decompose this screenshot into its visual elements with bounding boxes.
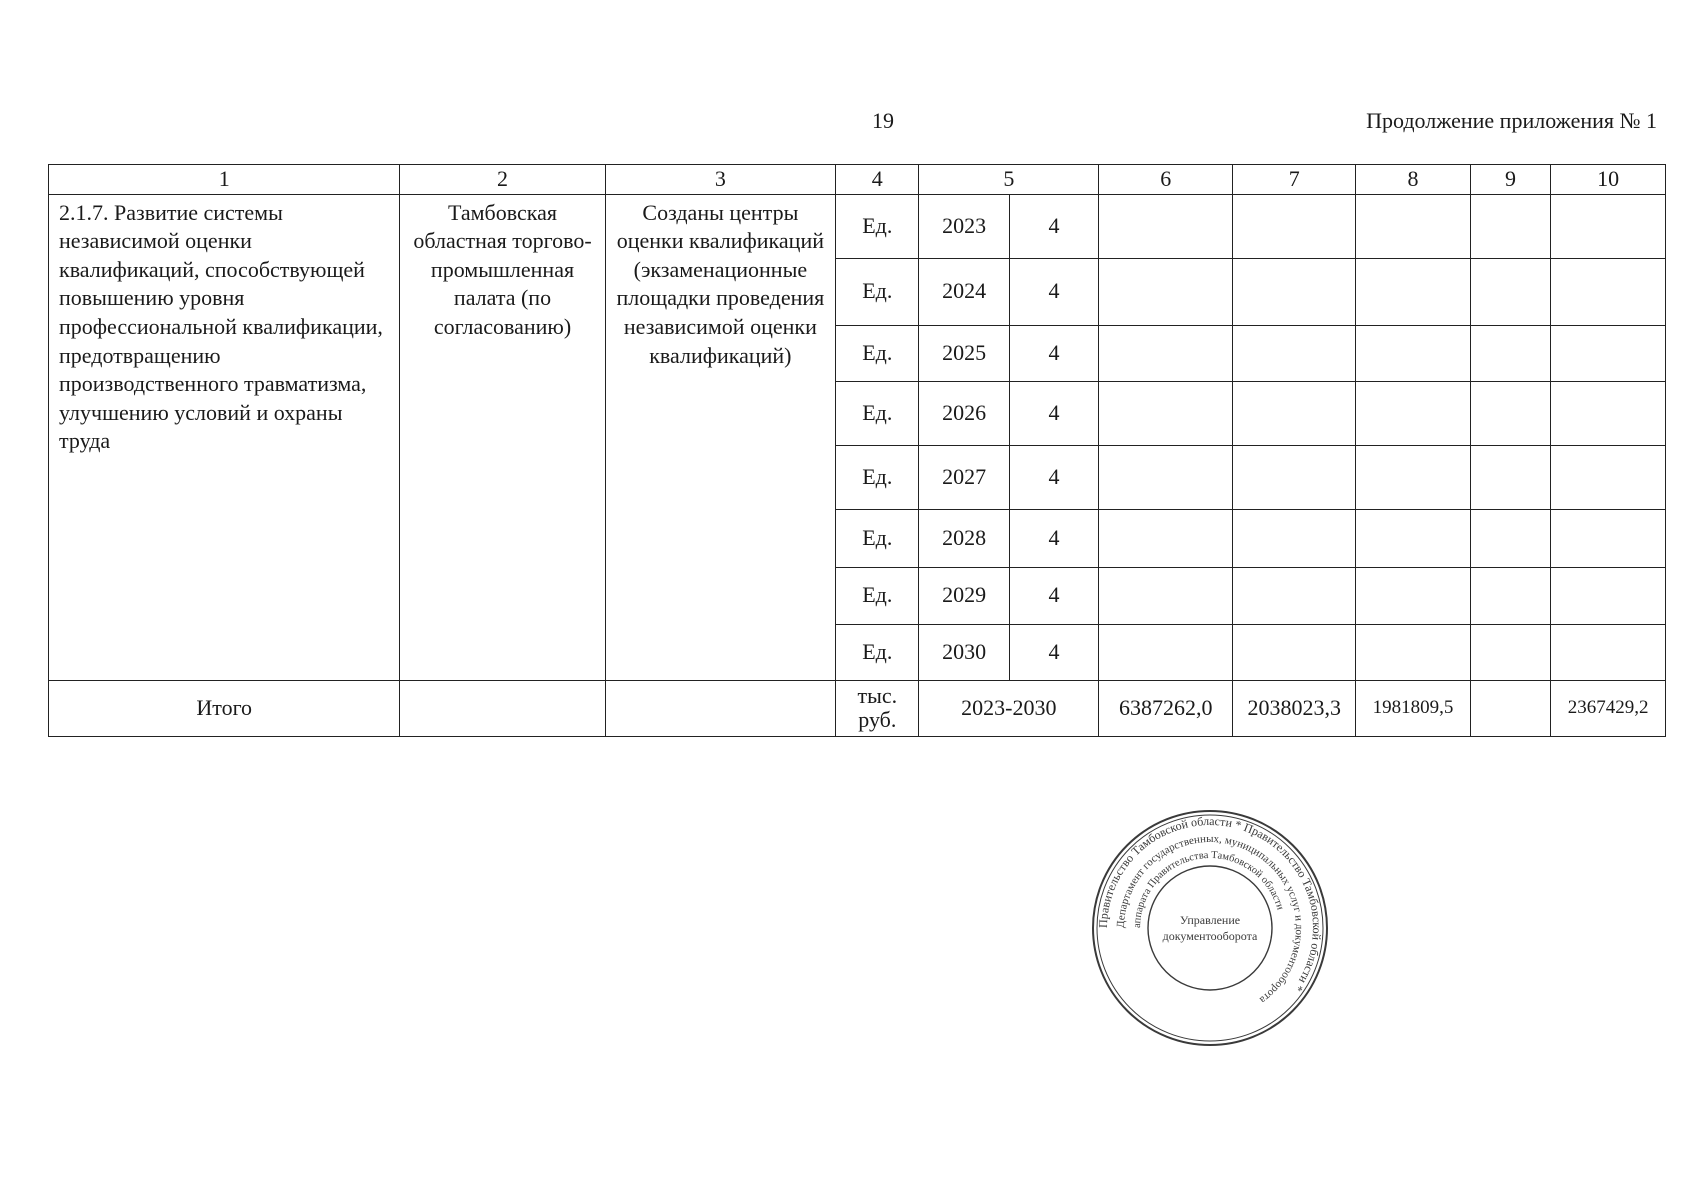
indicator-year: 2025 [919, 325, 1009, 381]
seal-middle-text: Департамент государственных, муниципальных услуг и документооборота [1114, 832, 1306, 1006]
indicator-unit: Ед. [836, 567, 919, 624]
indicator-unit: Ед. [836, 445, 919, 509]
empty-cell [1233, 624, 1356, 680]
empty-cell [1551, 624, 1666, 680]
col-header: 2 [400, 165, 605, 195]
indicator-year: 2029 [919, 567, 1009, 624]
empty-cell [1551, 567, 1666, 624]
empty-cell [605, 680, 836, 736]
empty-cell [1356, 509, 1471, 567]
total-col8: 1981809,5 [1356, 680, 1471, 736]
col-header: 9 [1470, 165, 1550, 195]
empty-cell [1470, 445, 1550, 509]
empty-cell [1356, 567, 1471, 624]
total-col6: 6387262,0 [1099, 680, 1233, 736]
empty-cell [1099, 624, 1233, 680]
total-col9 [1470, 680, 1550, 736]
empty-cell [1233, 194, 1356, 258]
empty-cell [1356, 258, 1471, 325]
official-seal-stamp [1090, 808, 1330, 1048]
empty-cell [1233, 445, 1356, 509]
indicator-row [49, 194, 1666, 258]
empty-cell [1356, 624, 1471, 680]
indicator-unit: Ед. [836, 624, 919, 680]
executor-cell: Тамбовская областная торгово-промышленная палата (по согласованию) [400, 194, 605, 680]
empty-cell [1099, 509, 1233, 567]
empty-cell [1470, 258, 1550, 325]
page-number: 19 [872, 108, 894, 133]
indicator-unit: Ед. [836, 381, 919, 445]
indicator-value: 4 [1009, 509, 1098, 567]
empty-cell [1356, 381, 1471, 445]
col-header: 5 [919, 165, 1099, 195]
seal-center-line2: документооборота [1162, 929, 1258, 943]
indicator-year: 2024 [919, 258, 1009, 325]
total-label: Итого [49, 680, 400, 736]
indicator-unit: Ед. [836, 258, 919, 325]
indicator-year: 2026 [919, 381, 1009, 445]
empty-cell [1099, 258, 1233, 325]
result-cell: Созданы центры оценки квалификаций (экзаменационные площадки проведения независимой оценки квалификаций) [605, 194, 836, 680]
seal-graphic [1090, 808, 1330, 1048]
seal-center-line1: Управление [1179, 913, 1241, 927]
empty-cell [1470, 509, 1550, 567]
indicator-value: 4 [1009, 258, 1098, 325]
indicator-value: 4 [1009, 381, 1098, 445]
empty-cell [1470, 325, 1550, 381]
empty-cell [1233, 381, 1356, 445]
indicator-unit: Ед. [836, 194, 919, 258]
total-period: 2023-2030 [919, 680, 1099, 736]
program-measures-table [48, 164, 1666, 737]
col-header: 4 [836, 165, 919, 195]
col-header: 1 [49, 165, 400, 195]
empty-cell [1099, 445, 1233, 509]
empty-cell [1233, 567, 1356, 624]
empty-cell [1470, 381, 1550, 445]
col-header: 3 [605, 165, 836, 195]
empty-cell [1099, 325, 1233, 381]
empty-cell [1551, 194, 1666, 258]
seal-inner-text: аппарата Правительства Тамбовской области [1131, 849, 1286, 929]
empty-cell [1233, 509, 1356, 567]
total-col10: 2367429,2 [1551, 680, 1666, 736]
indicator-value: 4 [1009, 567, 1098, 624]
indicator-value: 4 [1009, 624, 1098, 680]
indicator-unit: Ед. [836, 325, 919, 381]
column-number-row [49, 165, 1666, 195]
total-unit: тыс. руб. [836, 680, 919, 736]
empty-cell [1099, 194, 1233, 258]
seal-outer-text: Правительство Тамбовской области * Правительство Тамбовской области * [1095, 813, 1325, 995]
empty-cell [1356, 325, 1471, 381]
empty-cell [1470, 194, 1550, 258]
col-header: 8 [1356, 165, 1471, 195]
empty-cell [1551, 381, 1666, 445]
empty-cell [1470, 567, 1550, 624]
empty-cell [1233, 325, 1356, 381]
empty-cell [400, 680, 605, 736]
indicator-year: 2030 [919, 624, 1009, 680]
appendix-continuation-label: Продолжение приложения № 1 [1366, 108, 1657, 133]
indicator-unit: Ед. [836, 509, 919, 567]
indicator-year: 2027 [919, 445, 1009, 509]
empty-cell [1470, 624, 1550, 680]
col-header: 6 [1099, 165, 1233, 195]
indicator-value: 4 [1009, 194, 1098, 258]
empty-cell [1356, 194, 1471, 258]
col-header: 10 [1551, 165, 1666, 195]
total-col7: 2038023,3 [1233, 680, 1356, 736]
total-row [49, 680, 1666, 736]
empty-cell [1356, 445, 1471, 509]
col-header: 7 [1233, 165, 1356, 195]
empty-cell [1551, 325, 1666, 381]
indicator-value: 4 [1009, 445, 1098, 509]
empty-cell [1551, 445, 1666, 509]
empty-cell [1551, 509, 1666, 567]
indicator-year: 2028 [919, 509, 1009, 567]
empty-cell [1233, 258, 1356, 325]
empty-cell [1551, 258, 1666, 325]
indicator-value: 4 [1009, 325, 1098, 381]
empty-cell [1099, 567, 1233, 624]
empty-cell [1099, 381, 1233, 445]
indicator-year: 2023 [919, 194, 1009, 258]
measure-description: 2.1.7. Развитие системы независимой оценки квалификаций, способствующей повышению уровня профессиональной квалификации, предотвращению производственного травматизма, улучшению условий и охраны труда [49, 194, 400, 680]
